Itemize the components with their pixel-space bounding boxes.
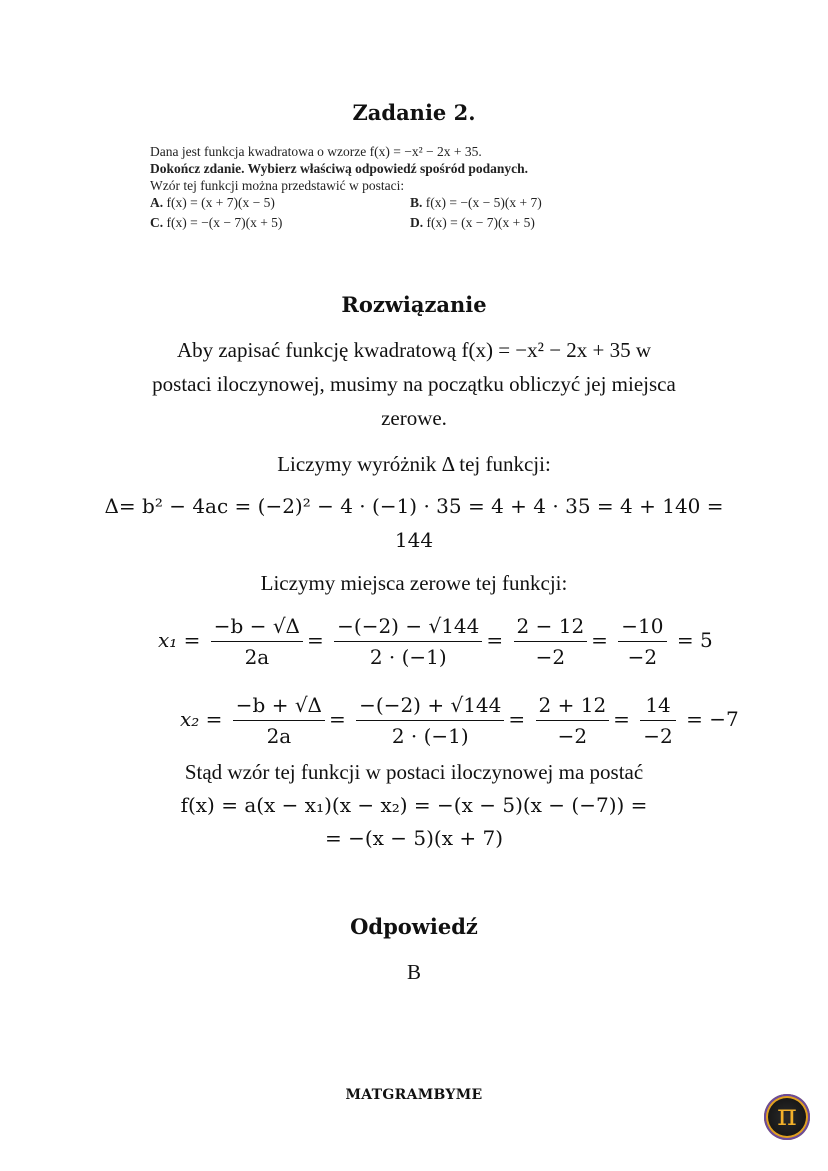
x2-result: = −7	[686, 707, 739, 731]
conclusion-line-2: f(x) = a(x − x₁)(x − x₂) = −(x − 5)(x − (−7)) =	[180, 793, 648, 817]
delta-formula-line-1: Δ= b² − 4ac = (−2)² − 4 · (−1) · 35 = 4 + 4 · 35 = 4 + 140 =	[104, 494, 724, 518]
delta-formula-line-2: 144	[394, 528, 434, 552]
x1-frac-4: $\frac{-10}{-2}$	[618, 614, 666, 669]
x1-frac-1: $\frac{-b - √\Delta}{2a}$	[211, 614, 303, 669]
footer-brand: MATGRAMBYME	[345, 1087, 483, 1103]
answer-heading: Odpowiedź	[350, 914, 478, 939]
x1-lhs: x₁ =	[158, 628, 201, 652]
x2-lhs: x₂ =	[180, 707, 223, 731]
task-statement	[150, 143, 670, 234]
intro-line-1: Aby zapisać funkcję kwadratową f(x) = −x² − 2x + 35 w	[176, 338, 652, 362]
answer-value: B	[406, 960, 421, 984]
x2-frac-2: $\frac{-(-2) + √144}{2 \cdot (-1)}$	[356, 693, 504, 748]
x2-frac-4: $\frac{14}{-2}$	[640, 693, 675, 748]
option-d: D. f(x) = (x − 7)(x + 5)	[410, 215, 535, 230]
x2-frac-3: $\frac{2 + 12}{-2}$	[536, 693, 610, 748]
task-options-row-2	[150, 214, 670, 234]
option-b: B. f(x) = −(x − 5)(x + 7)	[410, 195, 542, 210]
task-line-1: Dana jest funkcja kwadratowa o wzorze f(x) = −x² − 2x + 35.	[150, 144, 482, 159]
task-options-row-1	[150, 194, 670, 214]
option-c: C. f(x) = −(x − 7)(x + 5)	[150, 215, 283, 230]
x2-equation: x₂ = $\frac{-b + √\Delta}{2a}$ = $\frac{-(-2) + √144}{2 \cdot (-1)}$ = $\frac{2 + 12}{-2}$ = $\frac{14}{-2}$ = −7	[180, 693, 739, 748]
option-a: A. f(x) = (x + 7)(x − 5)	[150, 195, 275, 210]
x1-frac-2: $\frac{-(-2) - √144}{2 \cdot (-1)}$	[334, 614, 482, 669]
solution-heading: Rozwiązanie	[341, 292, 487, 317]
task-heading: Zadanie 2.	[352, 100, 476, 125]
pi-logo-icon: π	[764, 1094, 810, 1140]
x2-frac-1: $\frac{-b + √\Delta}{2a}$	[233, 693, 325, 748]
intro-line-2: postaci iloczynowej, musimy na początku obliczyć jej miejsca	[152, 372, 676, 396]
task-line-2: Dokończ zdanie. Wybierz właściwą odpowiedź spośród podanych.	[150, 161, 529, 176]
task-line-3: Wzór tej funkcji można przedstawić w postaci:	[150, 178, 405, 193]
zeros-text: Liczymy miejsca zerowe tej funkcji:	[260, 571, 568, 595]
delta-text: Liczymy wyróżnik Δ tej funkcji:	[277, 452, 551, 476]
x1-equation: x₁ = $\frac{-b - √\Delta}{2a}$ = $\frac{-(-2) - √144}{2 \cdot (-1)}$ = $\frac{2 - 12}{-2}$ = $\frac{-10}{-2}$ = 5	[158, 614, 713, 669]
conclusion-line-3: = −(x − 5)(x + 7)	[324, 826, 504, 850]
x1-result: = 5	[676, 628, 713, 652]
conclusion-line-1: Stąd wzór tej funkcji w postaci iloczynowej ma postać	[184, 760, 644, 784]
x1-frac-3: $\frac{2 - 12}{-2}$	[514, 614, 588, 669]
intro-line-3: zerowe.	[381, 406, 447, 430]
